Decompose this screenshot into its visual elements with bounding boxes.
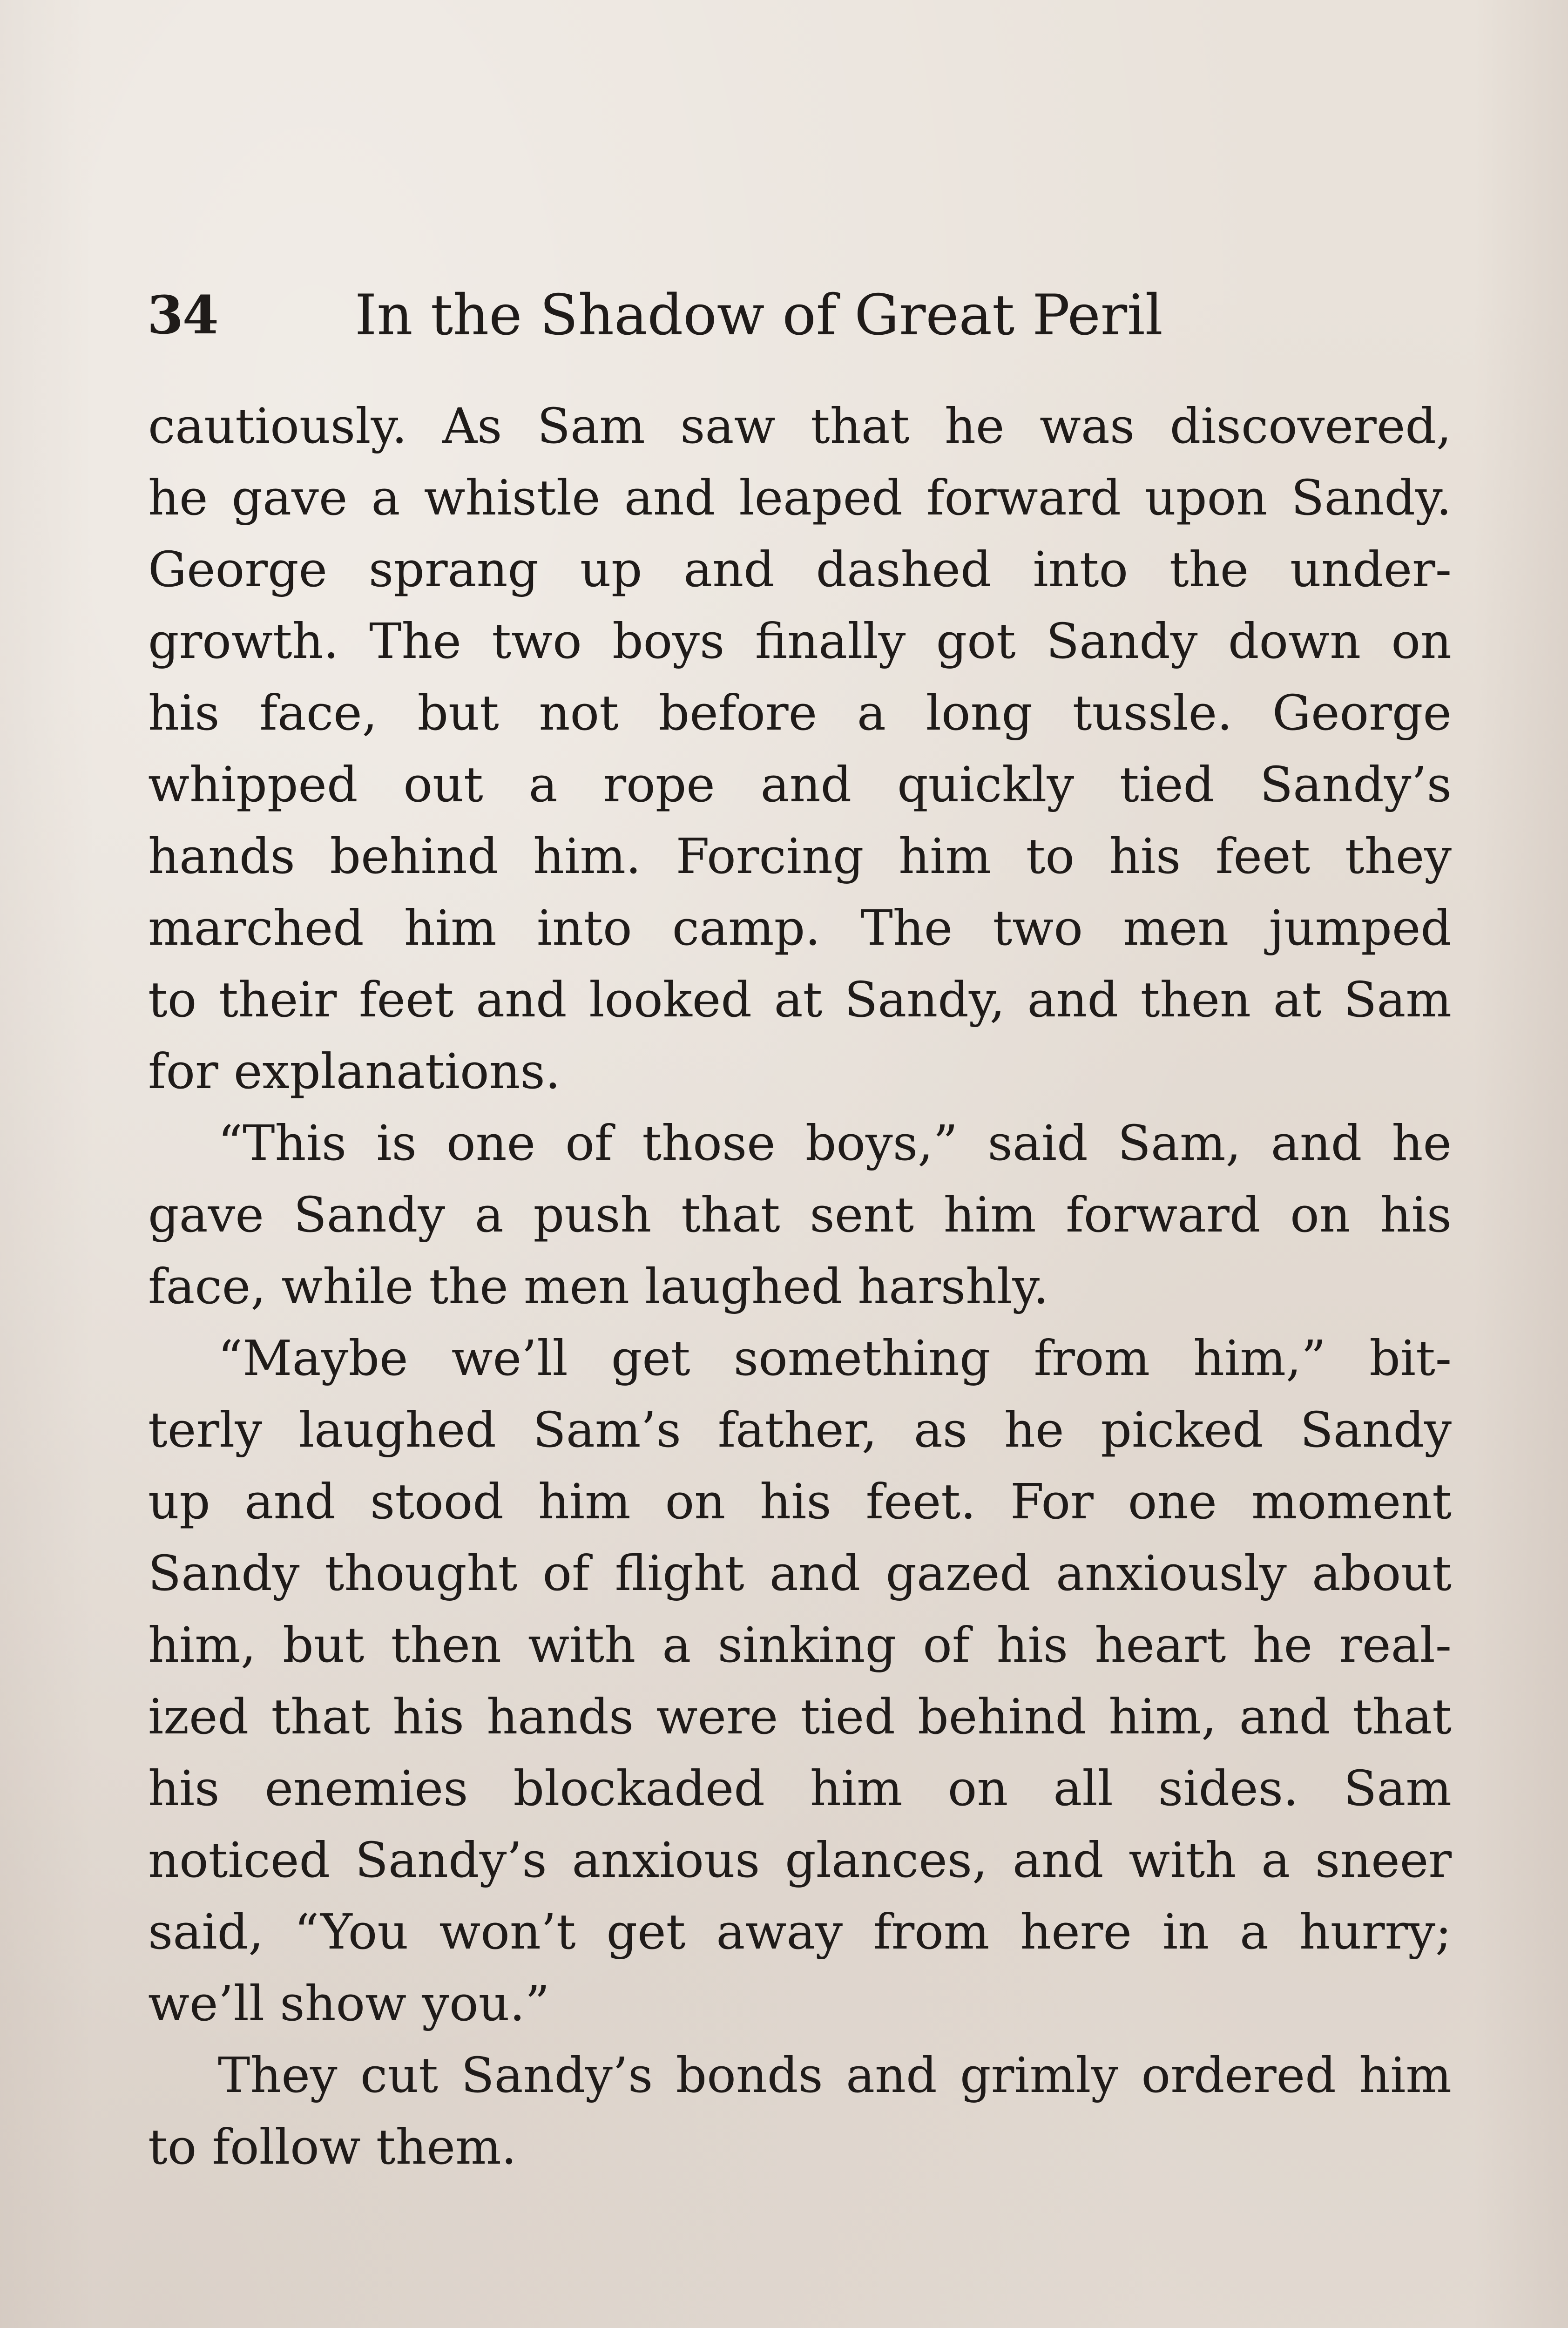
text-line: for explanations.: [148, 1043, 561, 1100]
text-line: whipped out a rope and quickly tied Sandy’s: [148, 756, 1452, 813]
text-line: his enemies blockaded him on all sides. Sam: [148, 1760, 1452, 1817]
running-title: In the Shadow of Great Peril: [355, 283, 1163, 348]
text-line: growth. The two boys finally got Sandy down on: [148, 613, 1452, 670]
text-line: to follow them.: [148, 2118, 517, 2175]
text-line: hands behind him. Forcing him to his feet they: [148, 828, 1452, 885]
text-line: terly laughed Sam’s father, as he picked Sandy: [148, 1401, 1452, 1458]
text-line: to their feet and looked at Sandy, and then at Sam: [148, 971, 1452, 1028]
text-line: up and stood him on his feet. For one moment: [148, 1473, 1452, 1530]
running-head: [147, 278, 1451, 353]
text-line: cautiously. As Sam saw that he was discovered,: [148, 398, 1452, 454]
text-line: face, while the men laughed harshly.: [148, 1258, 1049, 1315]
text-line: ized that his hands were tied behind him, and that: [148, 1688, 1452, 1745]
text-line: George sprang up and dashed into the under-: [148, 541, 1452, 598]
text-line: They cut Sandy’s bonds and grimly ordered him: [218, 2047, 1452, 2104]
text-line: Sandy thought of flight and gazed anxiously about: [148, 1545, 1452, 1602]
text-line: gave Sandy a push that sent him forward on his: [148, 1186, 1452, 1243]
text-line: him, but then with a sinking of his heart he real-: [148, 1617, 1452, 1673]
page-number: 34: [147, 285, 218, 346]
text-line: his face, but not before a long tussle. George: [148, 684, 1452, 741]
text-line: he gave a whistle and leaped forward upon Sandy.: [148, 469, 1452, 526]
text-line: noticed Sandy’s anxious glances, and with a sneer: [148, 1832, 1452, 1888]
body-text: [148, 390, 1452, 2183]
text-line: marched him into camp. The two men jumped: [148, 900, 1452, 956]
text-line: said, “You won’t get away from here in a hurry;: [148, 1903, 1452, 1960]
text-line: “Maybe we’ll get something from him,” bit-: [218, 1330, 1452, 1387]
text-line: we’ll show you.”: [148, 1975, 550, 2032]
text-line: “This is one of those boys,” said Sam, and he: [218, 1115, 1452, 1171]
